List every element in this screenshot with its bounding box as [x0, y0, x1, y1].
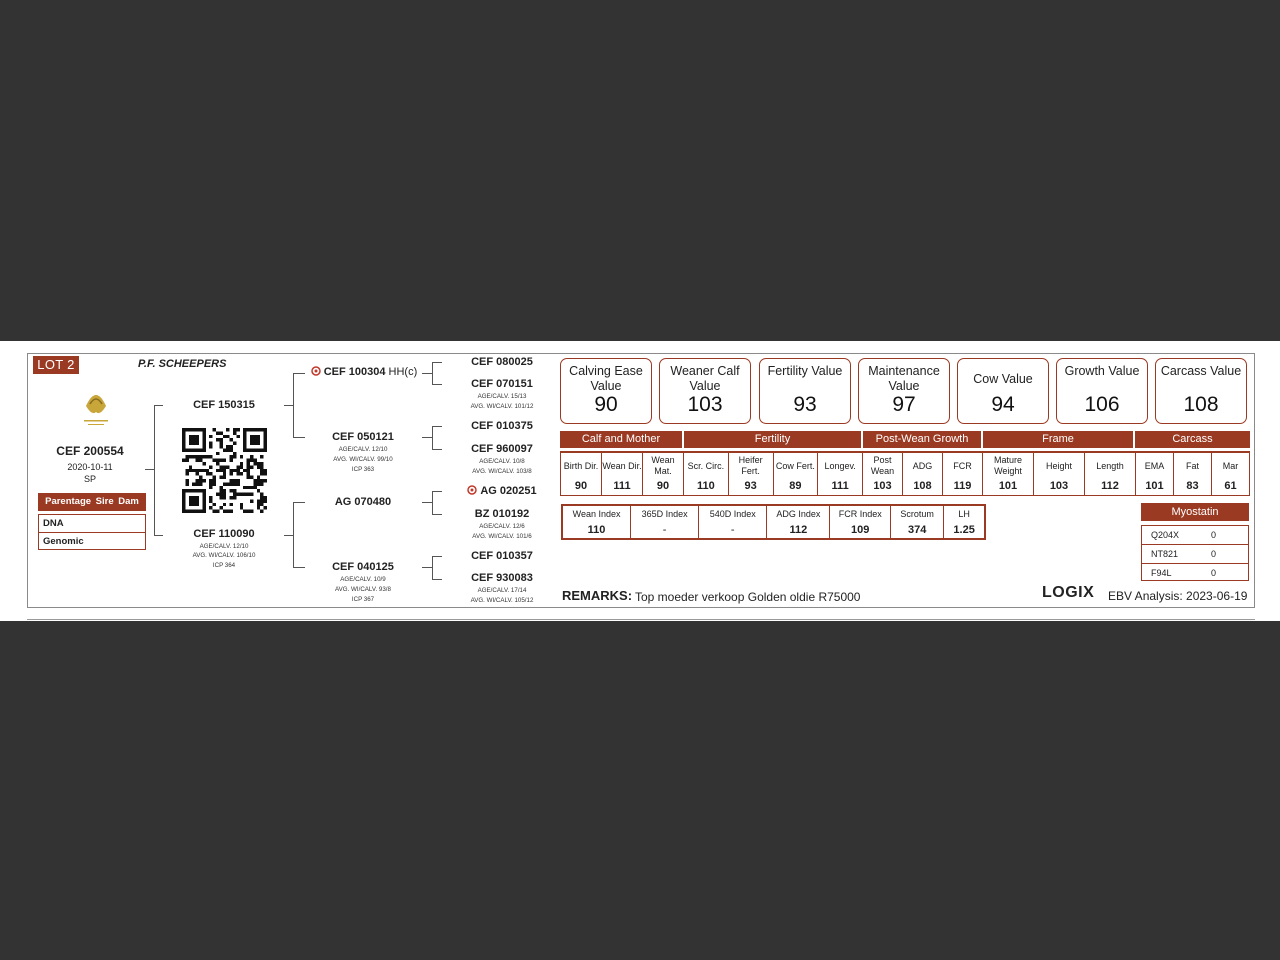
- index-header: 540D Index: [709, 509, 756, 519]
- ebv-value: 111: [831, 480, 849, 492]
- index-cell: [944, 506, 984, 538]
- value-box-weaner-calf: [659, 358, 751, 424]
- index-header: FCR Index: [838, 509, 882, 519]
- index-cell: [830, 506, 891, 538]
- dss-id: AG 020251: [480, 485, 537, 497]
- myostatin-marker: NT821: [1151, 549, 1179, 559]
- animal-dob: 2020-10-11: [67, 462, 113, 472]
- index-header: 365D Index: [641, 509, 688, 519]
- ebv-value: 112: [1101, 480, 1119, 492]
- ebv-value: 108: [913, 480, 932, 492]
- dsd-wt: AVG. WI/CALV. 101/6: [472, 533, 532, 540]
- value-number: 103: [687, 393, 723, 416]
- pedigree-line: [293, 437, 305, 438]
- sire-dam-wt: AVG. WI/CALV. 99/10: [333, 456, 393, 463]
- ebv-header: Wean Dir.: [602, 460, 642, 471]
- logix-logo: LOGIX: [1042, 584, 1095, 601]
- myostatin-row: [1142, 564, 1248, 582]
- ebv-cell: [1174, 453, 1212, 495]
- pedigree-line: [432, 384, 442, 385]
- ebv-cell: [943, 453, 982, 495]
- ddd-wt: AVG. WI/CALV. 105/12: [470, 597, 534, 604]
- parentage-row-dna: DNA: [43, 518, 64, 529]
- ebv-cell: [1212, 453, 1249, 495]
- ebv-value: 93: [744, 480, 757, 492]
- value-box-fertility: [759, 358, 851, 424]
- ebv-cell: [602, 453, 643, 495]
- pedigree-line: [293, 373, 294, 437]
- ebv-value: 103: [1049, 480, 1069, 492]
- pedigree-line: [432, 362, 442, 363]
- parentage-row-genomic: Genomic: [39, 532, 145, 550]
- value-number: 94: [991, 393, 1015, 416]
- dsd-id: BZ 010192: [474, 508, 530, 520]
- value-label: Calving Ease Value: [569, 364, 643, 393]
- ebv-cell: [1034, 453, 1085, 495]
- myostatin-row: [1142, 526, 1248, 545]
- index-value: 109: [851, 524, 870, 536]
- sss-id: CEF 080025: [471, 356, 533, 368]
- dam-dam-wt: AVG. WI/CALV. 93/8: [335, 586, 391, 593]
- ebv-cell: [643, 453, 683, 495]
- index-value: 112: [789, 524, 808, 536]
- ebv-table-post-wean: [862, 451, 983, 496]
- ebv-header: ADG: [912, 460, 933, 471]
- ebv-value: 103: [873, 480, 892, 492]
- pedigree-line: [432, 426, 433, 449]
- myostatin-table: [1141, 525, 1249, 581]
- ebv-header: Wean Mat.: [651, 455, 675, 476]
- pedigree-line: [422, 567, 432, 568]
- pedigree-line: [432, 362, 433, 384]
- ebv-header: Scr. Circ.: [687, 460, 725, 471]
- value-box-growth: [1056, 358, 1148, 424]
- pedigree-line: [432, 491, 433, 514]
- index-value: -: [662, 524, 667, 536]
- index-table: [561, 504, 986, 540]
- index-cell: [563, 506, 631, 538]
- value-number: 106: [1084, 393, 1120, 416]
- value-number: 108: [1183, 393, 1219, 416]
- myostatin-marker: Q204X: [1151, 530, 1180, 540]
- ssd-id: CEF 070151: [471, 378, 533, 390]
- sire-sire-id: CEF 100304: [323, 366, 386, 378]
- ddd-age: AGE/CALV. 17/14: [477, 587, 527, 594]
- dsd-age: AGE/CALV. 12/6: [479, 523, 525, 530]
- ebv-cell: [863, 453, 903, 495]
- sire-sire: [304, 366, 424, 378]
- animal-sex: SP: [83, 474, 96, 484]
- dam-dam-id: CEF 040125: [332, 561, 394, 573]
- ebv-table-calf-mother: [560, 451, 684, 496]
- lot-badge: LOT 2: [33, 356, 79, 374]
- value-box-maintenance: [858, 358, 950, 424]
- index-header: Wean Index: [572, 509, 621, 519]
- ebv-header: Heifer Fert.: [738, 455, 763, 476]
- pedigree-line: [145, 469, 154, 470]
- ebv-cell: [729, 453, 774, 495]
- value-number: 93: [793, 393, 817, 416]
- dam-dam-age: AGE/CALV. 10/9: [340, 576, 386, 583]
- value-label: Maintenance Value: [868, 364, 940, 393]
- ddd-id: CEF 930083: [471, 572, 533, 584]
- dam-age-calv: AGE/CALV. 12/10: [199, 543, 249, 550]
- ebv-cell: [1136, 453, 1174, 495]
- ebv-table-carcass: [1135, 451, 1250, 496]
- dam-icp: ICP 364: [212, 562, 236, 569]
- ssd-age: AGE/CALV. 15/13: [477, 393, 527, 400]
- remarks-text: Top moeder verkoop Golden oldie R75000: [635, 590, 861, 604]
- pedigree-line: [432, 514, 442, 515]
- index-value: 1.25: [953, 524, 975, 536]
- sdd-id: CEF 960097: [471, 443, 533, 455]
- pedigree-line: [432, 426, 442, 427]
- value-box-cow: [957, 358, 1049, 424]
- index-cell: [767, 506, 830, 538]
- breeder-name: P.F. SCHEEPERS: [138, 358, 227, 370]
- value-number: 90: [594, 393, 618, 416]
- pedigree-line: [432, 491, 442, 492]
- dds-id: CEF 010357: [471, 550, 533, 562]
- target-icon: [467, 485, 477, 495]
- breeder-logo-icon: [78, 386, 114, 428]
- sire-dam-age: AGE/CALV. 12/10: [338, 446, 388, 453]
- sire-id: CEF 150315: [193, 399, 255, 411]
- ebv-header: FCR: [953, 460, 972, 471]
- card-divider: [27, 619, 1255, 620]
- parentage-table: [38, 514, 146, 550]
- animal-id: CEF 200554: [56, 444, 124, 458]
- ebv-value: 101: [1145, 480, 1164, 492]
- ebv-header: Longev.: [824, 460, 856, 471]
- value-box-carcass: [1155, 358, 1247, 424]
- value-label: Growth Value: [1064, 364, 1140, 378]
- ebv-header: Fat: [1185, 460, 1199, 471]
- index-cell: [699, 506, 767, 538]
- pedigree-line: [284, 535, 293, 536]
- ebv-value: 90: [574, 480, 588, 492]
- pedigree-line: [432, 449, 442, 450]
- sdd-wt: AVG. WI/CALV. 103/8: [472, 468, 532, 475]
- ebv-cell: [818, 453, 862, 495]
- value-label: Weaner Calf Value: [670, 364, 740, 393]
- ebv-header: Post Wean: [870, 455, 895, 476]
- group-header-carcass: Carcass: [1135, 431, 1250, 448]
- qr-code-icon: [182, 428, 267, 513]
- target-icon: [311, 366, 321, 376]
- remarks-label: REMARKS:: [562, 588, 633, 603]
- pedigree-line: [293, 502, 305, 503]
- ebv-table-fertility: [683, 451, 863, 496]
- pedigree-line: [293, 502, 294, 568]
- ebv-value: 119: [953, 480, 972, 492]
- ebv-cell: [1085, 453, 1135, 495]
- value-label: Carcass Value: [1160, 364, 1242, 378]
- ssd-wt: AVG. WI/CALV. 101/12: [470, 403, 534, 410]
- ebv-header: Mar: [1222, 460, 1239, 471]
- ebv-header: Birth Dir.: [563, 460, 599, 471]
- value-label: Cow Value: [973, 372, 1033, 386]
- group-header-post-wean: Post-Wean Growth: [863, 431, 981, 448]
- pedigree-line: [422, 437, 432, 438]
- index-value: -: [730, 524, 735, 536]
- sire-dam-icp: ICP 363: [351, 466, 375, 473]
- myostatin-value: 0: [1211, 549, 1217, 559]
- ebv-cell: [903, 453, 943, 495]
- ebv-value: 89: [789, 480, 802, 492]
- ebv-value: 111: [613, 480, 631, 492]
- pedigree-line: [432, 556, 433, 579]
- value-label: Fertility Value: [767, 364, 843, 378]
- sire-sire-tag: HH(c): [388, 366, 418, 378]
- ebv-table-frame: [982, 451, 1136, 496]
- index-header: Scrotum: [900, 509, 934, 519]
- dam-avg-wt: AVG. WI/CALV. 106/10: [192, 552, 256, 559]
- dam-sire-id: AG 070480: [334, 496, 392, 508]
- myostatin-value: 0: [1211, 568, 1217, 578]
- index-value: 110: [587, 524, 606, 536]
- ebv-cell: [983, 453, 1034, 495]
- myostatin-value: 0: [1211, 530, 1217, 540]
- pedigree-line: [293, 567, 305, 568]
- index-cell: [891, 506, 944, 538]
- dss: [452, 485, 552, 497]
- pedigree-line: [154, 405, 163, 406]
- dam-dam-icp: ICP 367: [351, 596, 375, 603]
- ebv-value: 83: [1186, 480, 1199, 492]
- dam-id: CEF 110090: [193, 528, 255, 540]
- ebv-header: Height: [1045, 460, 1072, 471]
- group-header-fertility: Fertility: [684, 431, 861, 448]
- sds-id: CEF 010375: [471, 420, 533, 432]
- ebv-value: 101: [998, 480, 1018, 492]
- index-value: 374: [907, 524, 927, 536]
- ebv-value: 110: [697, 480, 715, 492]
- index-header: LH: [958, 509, 970, 519]
- pedigree-line: [154, 405, 155, 535]
- value-box-calving-ease: [560, 358, 652, 424]
- parentage-header: Parentage Sire Dam: [38, 493, 146, 511]
- ebv-analysis-date: EBV Analysis: 2023-06-19: [1108, 589, 1248, 603]
- ebv-cell: [561, 453, 602, 495]
- ebv-value: 61: [1224, 480, 1237, 492]
- myostatin-row: [1142, 545, 1248, 564]
- group-header-calf-mother: Calf and Mother: [560, 431, 682, 448]
- index-header: ADG Index: [776, 509, 821, 519]
- ebv-cell: [684, 453, 729, 495]
- value-number: 97: [892, 393, 916, 416]
- group-header-frame: Frame: [983, 431, 1133, 448]
- myostatin-header: Myostatin: [1141, 503, 1249, 521]
- pedigree-line: [432, 556, 442, 557]
- ebv-header: Length: [1096, 460, 1124, 471]
- pedigree-line: [422, 502, 432, 503]
- index-cell: [631, 506, 699, 538]
- ebv-value: 90: [656, 480, 670, 492]
- sire-dam-id: CEF 050121: [332, 431, 394, 443]
- ebv-header: Mature Weight: [993, 455, 1022, 476]
- ebv-cell: [774, 453, 819, 495]
- pedigree-line: [154, 535, 163, 536]
- pedigree-line: [432, 579, 442, 580]
- ebv-header: Cow Fert.: [775, 460, 815, 471]
- myostatin-marker: F94L: [1151, 568, 1172, 578]
- ebv-header: EMA: [1144, 460, 1165, 471]
- sdd-age: AGE/CALV. 10/8: [479, 458, 525, 465]
- pedigree-line: [284, 405, 293, 406]
